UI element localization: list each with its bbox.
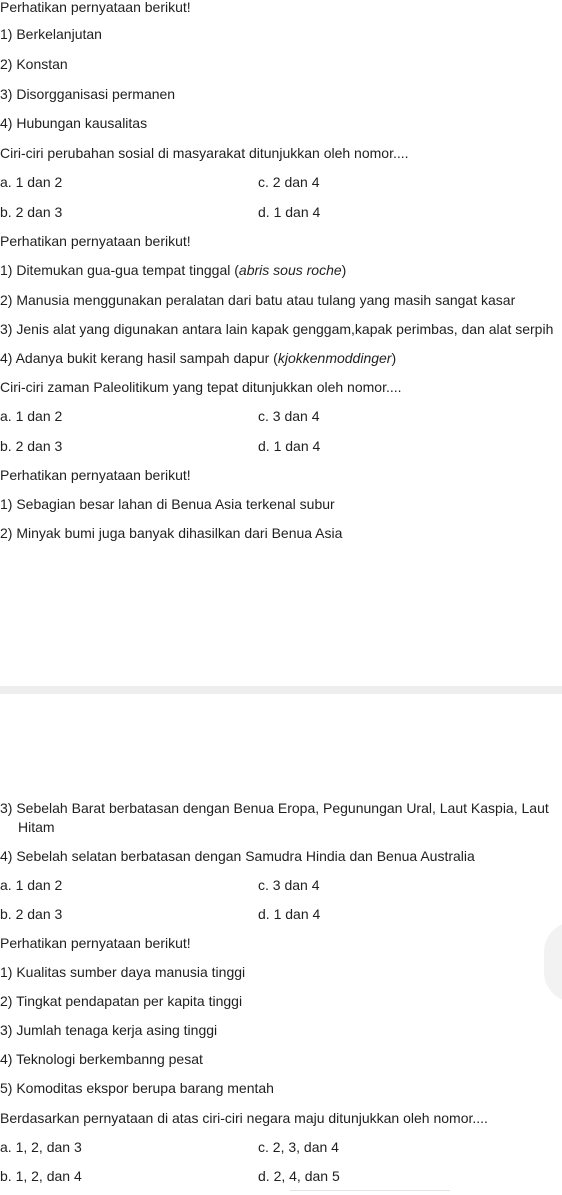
- section-divider: [0, 686, 562, 694]
- q4-item-2: 2) Tingkat pendapatan per kapita tinggi: [0, 993, 243, 1009]
- q4-intro: Perhatikan pernyataan berikut!: [0, 935, 191, 951]
- q1-item-2: 2) Konstan: [0, 56, 68, 72]
- q1-option-a[interactable]: a. 1 dan 2: [0, 174, 63, 190]
- q4-option-d[interactable]: d. 2, 4, dan 5: [258, 1168, 340, 1184]
- q1-option-b[interactable]: b. 2 dan 3: [0, 204, 63, 220]
- floating-scroll-handle[interactable]: [544, 922, 562, 1002]
- q3-intro: Perhatikan pernyataan berikut!: [0, 467, 191, 483]
- q1-option-d[interactable]: d. 1 dan 4: [258, 204, 321, 220]
- q3-item-4: 4) Sebelah selatan berbatasan dengan Samudra Hindia dan Benua Australia: [0, 848, 475, 864]
- q3-option-a[interactable]: a. 1 dan 2: [0, 877, 63, 893]
- q2-question: Ciri-ciri zaman Paleolitikum yang tepat ditunjukkan oleh nomor....: [0, 379, 402, 395]
- q1-option-c[interactable]: c. 2 dan 4: [258, 174, 320, 190]
- q3-option-b[interactable]: b. 2 dan 3: [0, 906, 63, 922]
- q4-question: Berdasarkan pernyataan di atas ciri-ciri negara maju ditunjukkan oleh nomor....: [0, 1110, 488, 1126]
- q2-option-d[interactable]: d. 1 dan 4: [258, 438, 321, 454]
- q4-item-1: 1) Kualitas sumber daya manusia tinggi: [0, 964, 246, 980]
- q4-item-3: 3) Jumlah tenaga kerja asing tinggi: [0, 1022, 218, 1038]
- q2-option-c[interactable]: c. 3 dan 4: [258, 408, 320, 424]
- q4-item-4: 4) Teknologi berkembanng pesat: [0, 1051, 203, 1067]
- q2-item-4-term: kjokkenmoddinger: [277, 350, 392, 366]
- q3-option-c[interactable]: c. 3 dan 4: [258, 877, 320, 893]
- q4-item-5: 5) Komoditas ekspor berupa barang mentah: [0, 1080, 274, 1096]
- q3-item-2: 2) Minyak bumi juga banyak dihasilkan dari Benua Asia: [0, 525, 343, 541]
- q2-item-4: 4) Adanya bukit kerang hasil sampah dapur (kjokkenmoddinger): [0, 350, 397, 366]
- q3-item-3: 3) Sebelah Barat berbatasan dengan Benua Eropa, Pegunungan Ural, Laut Kaspia, Laut: [0, 800, 549, 816]
- q4-option-c[interactable]: c. 2, 3, dan 4: [258, 1139, 339, 1155]
- q2-item-2: 2) Manusia menggunakan peralatan dari batu atau tulang yang masih sangat kasar: [0, 292, 516, 308]
- bottom-divider: [290, 1190, 450, 1191]
- q3-item-3-cont: Hitam: [18, 819, 55, 835]
- q3-item-1: 1) Sebagian besar lahan di Benua Asia terkenal subur: [0, 496, 335, 512]
- q2-intro: Perhatikan pernyataan berikut!: [0, 233, 191, 249]
- q4-option-b[interactable]: b. 1, 2, dan 4: [0, 1168, 82, 1184]
- q1-intro: Perhatikan pernyataan berikut!: [0, 0, 191, 15]
- q1-item-3: 3) Disorgganisasi permanen: [0, 86, 176, 102]
- q1-item-1: 1) Berkelanjutan: [0, 26, 102, 42]
- q2-item-3: 3) Jenis alat yang digunakan antara lain kapak genggam,kapak perimbas, dan alat serpih: [0, 321, 554, 337]
- q2-item-1-term: abris sous roche: [238, 262, 342, 278]
- q2-option-a[interactable]: a. 1 dan 2: [0, 408, 63, 424]
- q1-question: Ciri-ciri perubahan sosial di masyarakat ditunjukkan oleh nomor....: [0, 145, 409, 161]
- q3-option-d[interactable]: d. 1 dan 4: [258, 906, 321, 922]
- q2-item-1: 1) Ditemukan gua-gua tempat tinggal (abris sous roche): [0, 262, 347, 278]
- q4-option-a[interactable]: a. 1, 2, dan 3: [0, 1139, 82, 1155]
- q1-item-4: 4) Hubungan kausalitas: [0, 115, 148, 131]
- q2-option-b[interactable]: b. 2 dan 3: [0, 438, 63, 454]
